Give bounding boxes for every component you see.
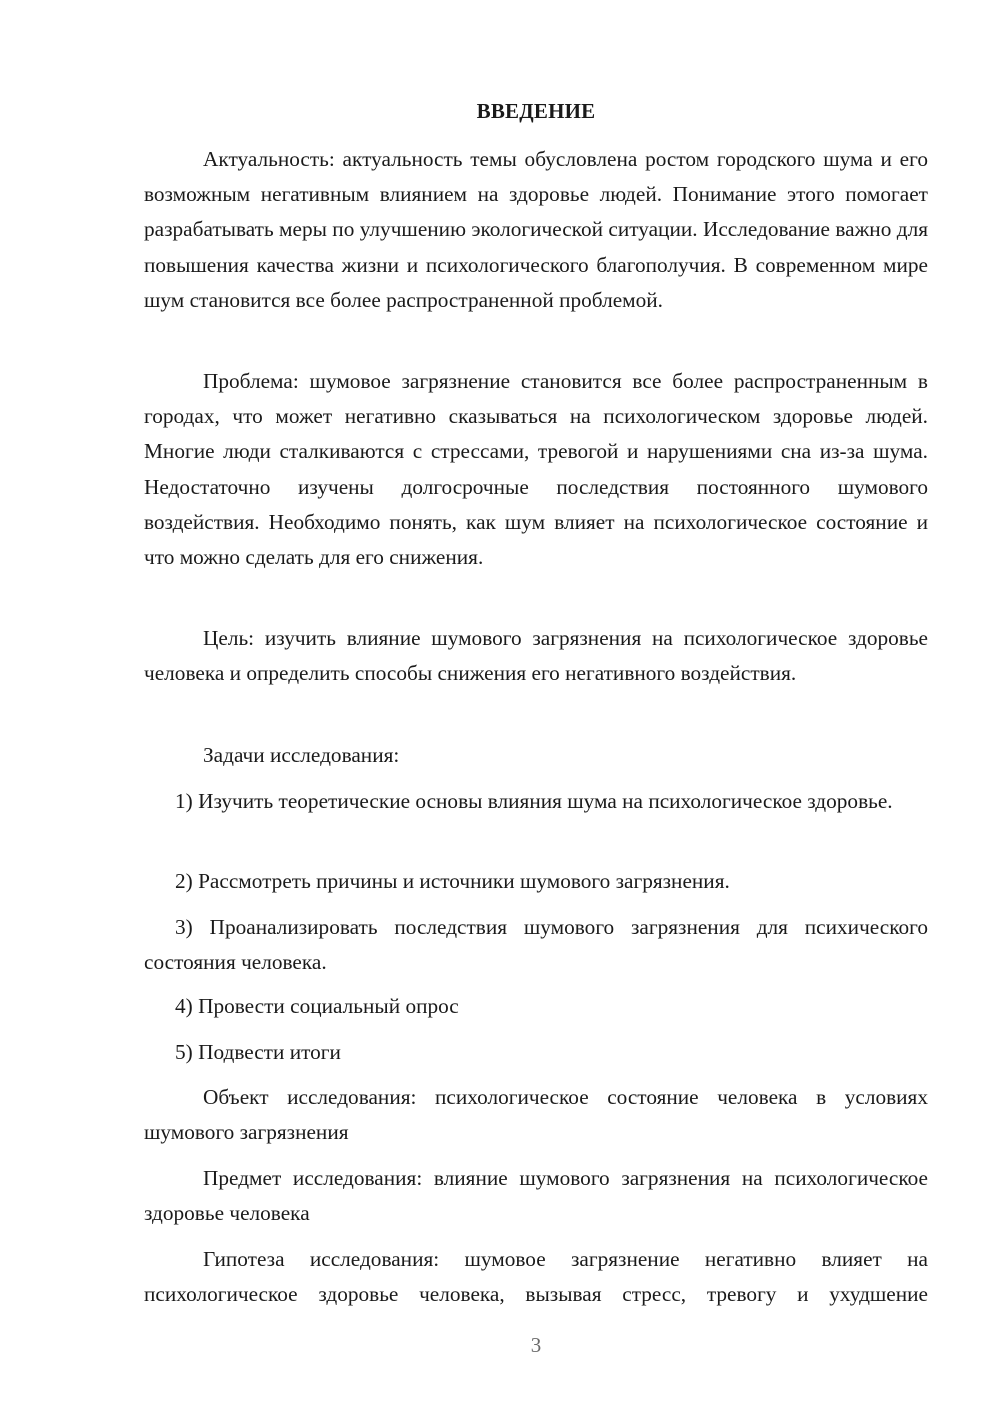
- paragraph-tasks-heading: Задачи исследования:: [203, 743, 400, 767]
- page-number: 3: [530, 1333, 542, 1357]
- task-item-2: 2) Рассмотреть причины и источники шумового загрязнения.: [175, 869, 730, 893]
- task-item-4: 4) Провести социальный опрос: [175, 994, 459, 1018]
- paragraph-object: Объект исследования: психологическое состояние человека в условиях шумового загрязнения: [144, 1085, 928, 1145]
- task-item-5: 5) Подвести итоги: [175, 1040, 341, 1064]
- document-title: ВВЕДЕНИЕ: [476, 99, 596, 123]
- paragraph-subject: Предмет исследования: влияние шумового загрязнения на психологическое здоровье человека: [144, 1166, 928, 1226]
- task-item-1: 1) Изучить теоретические основы влияния шума на психологическое здоровье.: [175, 789, 893, 813]
- paragraph-problem: Проблема: шумовое загрязнение становится все более распространенным в городах, что может негативно сказываться на психологическом здоровье людей. Многие люди сталкиваются с стрессами, тревогой и нарушениями сна из-за шума. Недостаточно изучены долгосрочные последствия постоянного шумового воздействия. Необходимо понять, как шум влияет на психологическое состояние и что можно сделать для его снижения.: [144, 369, 928, 570]
- paragraph-goal: Цель: изучить влияние шумового загрязнения на психологическое здоровье человека и определить способы снижения его негативного воздействия.: [144, 626, 928, 686]
- paragraph-hypothesis: Гипотеза исследования: шумовое загрязнение негативно влияет на психологическое здоровье человека, вызывая стресс, тревогу и ухудшение: [144, 1247, 928, 1307]
- task-item-3: 3) Проанализировать последствия шумового загрязнения для психического состояния человека.: [144, 915, 928, 975]
- paragraph-relevance: Актуальность: актуальность темы обусловлена ростом городского шума и его возможным негативным влиянием на здоровье людей. Понимание этого помогает разрабатывать меры по улучшению экологической ситуации. Исследование важно для повышения качества жизни и психологического благополучия. В современном мире шум становится все более распространенной проблемой.: [144, 147, 928, 312]
